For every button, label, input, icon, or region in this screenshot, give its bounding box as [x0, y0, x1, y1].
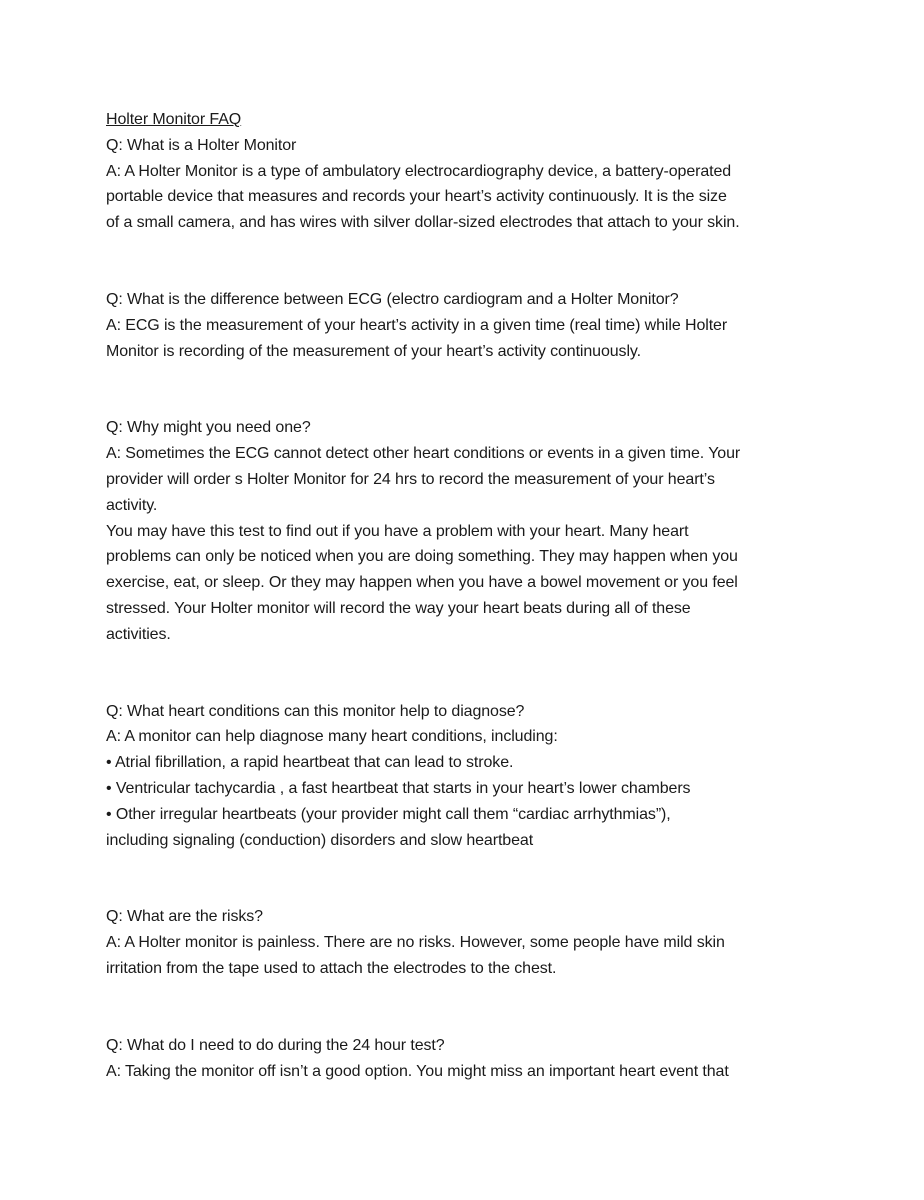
faq-question: Q: What heart conditions can this monitor help to diagnose? [106, 702, 525, 720]
faq-section-why-need [106, 415, 826, 647]
faq-answer-line: A: A Holter monitor is painless. There are no risks. However, some people have mild skin [106, 934, 725, 952]
faq-answer-line: irritation from the tape used to attach the electrodes to the chest. [106, 959, 557, 977]
faq-answer-line: A: Taking the monitor off isn’t a good option. You might miss an important heart event that [106, 1062, 729, 1080]
faq-question: Q: What is the difference between ECG (electro cardiogram and a Holter Monitor? [106, 290, 679, 308]
faq-answer-line: portable device that measures and records your heart’s activity continuously. It is the size [106, 188, 727, 206]
faq-question: Q: Why might you need one? [106, 419, 311, 437]
faq-answer-line: Monitor is recording of the measurement of your heart’s activity continuously. [106, 342, 641, 360]
faq-section-what-is [106, 133, 826, 236]
document-title: Holter Monitor FAQ [106, 111, 242, 128]
faq-answer-line: activities. [106, 625, 171, 643]
faq-answer-line: provider will order s Holter Monitor for 24 hrs to record the measurement of your heart’s [106, 470, 715, 488]
faq-section-risks [106, 904, 826, 981]
faq-answer-line: including signaling (conduction) disorders and slow heartbeat [106, 831, 534, 849]
faq-question: Q: What are the risks? [106, 908, 263, 926]
faq-question: Q: What is a Holter Monitor [106, 136, 297, 154]
faq-answer-line: A: A Holter Monitor is a type of ambulatory electrocardiography device, a battery-operated [106, 162, 732, 180]
faq-answer-line: stressed. Your Holter monitor will record the way your heart beats during all of these [106, 599, 691, 617]
faq-answer-line: exercise, eat, or sleep. Or they may happen when you have a bowel movement or you feel [106, 574, 738, 592]
section-spacer [106, 236, 826, 287]
section-spacer [106, 364, 826, 415]
faq-answer-line: A: ECG is the measurement of your heart’s activity in a given time (real time) while Holter [106, 316, 728, 334]
faq-answer-line: problems can only be noticed when you are doing something. They may happen when you [106, 548, 738, 566]
faq-answer-line: of a small camera, and has wires with silver dollar-sized electrodes that attach to your skin. [106, 214, 740, 232]
faq-answer-line: A: A monitor can help diagnose many heart conditions, including: [106, 728, 558, 746]
faq-answer-line: A: Sometimes the ECG cannot detect other heart conditions or events in a given time. Your [106, 445, 741, 463]
faq-section-difference [106, 287, 826, 364]
faq-bullet-item: • Other irregular heartbeats (your provider might call them “cardiac arrhythmias”), [106, 805, 671, 823]
section-spacer [106, 853, 826, 904]
faq-bullet-item: • Atrial fibrillation, a rapid heartbeat that can lead to stroke. [106, 754, 514, 772]
faq-question: Q: What do I need to do during the 24 hour test? [106, 1036, 445, 1054]
section-spacer [106, 982, 826, 1033]
faq-bullet-item: • Ventricular tachycardia , a fast heartbeat that starts in your heart’s lower chambers [106, 779, 691, 797]
faq-answer-line: activity. [106, 496, 158, 514]
faq-answer-line: You may have this test to find out if you have a problem with your heart. Many heart [106, 522, 689, 540]
section-spacer [106, 648, 826, 699]
faq-section-during-test [106, 1033, 826, 1085]
document-page [106, 107, 826, 1084]
faq-section-conditions [106, 699, 826, 854]
